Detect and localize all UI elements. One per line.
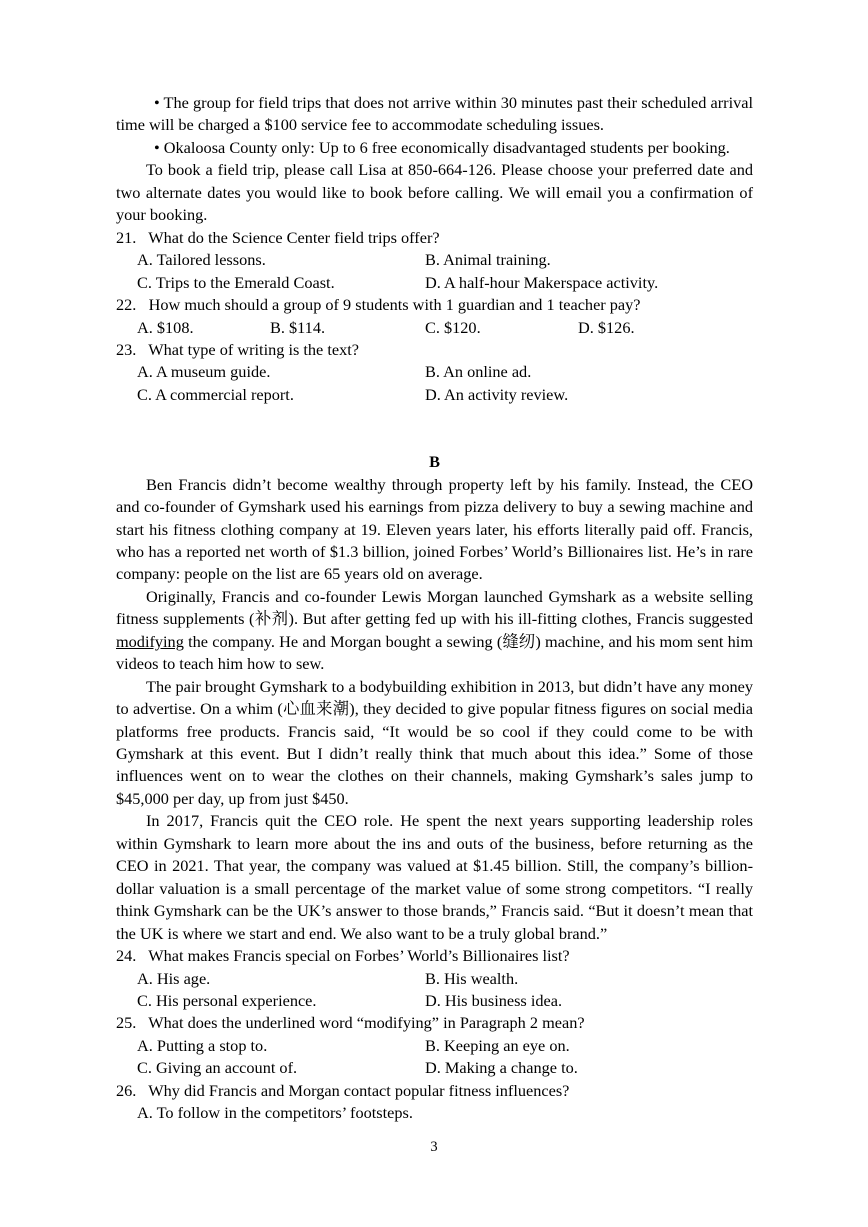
question-21-options-row-2 xyxy=(116,272,753,294)
underlined-word-modifying: modifying xyxy=(116,631,184,651)
passage-b-paragraph-3: The pair brought Gymshark to a bodybuilding exhibition in 2013, but didn’t have any money to advertise. On a whim (心血来潮), they decided to give popular fitness figures on social media platforms free products. Francis said, “It would be so cool if they could come to be with Gymshark at this event. But I didn’t really think that much about this idea.” Some of those influences went on to wear the clothes on their channels, making Gymshark’s sales jump to $45,000 per day, up from just $450. xyxy=(116,676,753,808)
question-25-text: What does the underlined word “modifying” in Paragraph 2 mean? xyxy=(148,1013,585,1033)
passage-b-heading: B xyxy=(429,452,440,472)
question-22-number: 22. xyxy=(116,295,137,315)
passage-a-bullet-2: • Okaloosa County only: Up to 6 free economically disadvantaged students per booking. xyxy=(154,137,730,157)
question-21-option-d[interactable]: D. A half-hour Makerspace activity. xyxy=(425,272,659,292)
question-23-option-c[interactable]: C. A commercial report. xyxy=(137,384,294,404)
passage-b-paragraph-2-part-2: the company. He and Morgan bought a sewing (缝纫) machine, and his mom sent him videos to teach him how to sew. xyxy=(116,631,753,674)
question-21-option-c[interactable]: C. Trips to the Emerald Coast. xyxy=(137,272,335,292)
question-22-text: How much should a group of 9 students with 1 guardian and 1 teacher pay? xyxy=(148,295,641,315)
passage-b-paragraph-1: Ben Francis didn’t become wealthy through property left by his family. Instead, the CEO and co-founder of Gymshark used his earnings from pizza delivery to buy a sewing machine and start his fitness clothing company at 19. Eleven years later, his efforts literally paid off. Francis, who has a reported net worth of $1.3 billion, joined Forbes’ World’s Billionaires list. He’s in rare company: people on the list are 65 years old on average. xyxy=(116,474,753,584)
passage-a-booking-paragraph: To book a field trip, please call Lisa at 850-664-126. Please choose your preferred date and two alternate dates you would like to book before calling. We will email you a confirmation of your booking. xyxy=(116,160,753,225)
question-23-options-row-2 xyxy=(116,384,753,406)
question-24-text: What makes Francis special on Forbes’ World’s Billionaires list? xyxy=(148,946,570,966)
question-24-option-c[interactable]: C. His personal experience. xyxy=(137,991,317,1010)
question-24-number: 24. xyxy=(116,946,137,966)
question-21-options-row-1 xyxy=(116,249,753,271)
question-22-option-c[interactable]: C. $120. xyxy=(425,317,481,337)
question-24-options-row-1 xyxy=(116,968,753,990)
question-25-option-b[interactable]: B. Keeping an eye on. xyxy=(425,1035,570,1055)
question-25-stem xyxy=(116,1012,753,1034)
question-25-option-c[interactable]: C. Giving an account of. xyxy=(137,1058,298,1078)
question-21-number: 21. xyxy=(116,227,137,247)
question-21-option-a[interactable]: A. Tailored lessons. xyxy=(137,250,266,270)
question-23-text: What type of writing is the text? xyxy=(148,339,359,359)
spacer-before-passage-b xyxy=(116,406,753,428)
question-22-options-row xyxy=(116,317,753,339)
question-26-text: Why did Francis and Morgan contact popular fitness influences? xyxy=(148,1080,570,1100)
question-25-number: 25. xyxy=(116,1013,137,1033)
passage-b-paragraph-2 xyxy=(116,586,753,676)
question-21-stem xyxy=(116,227,753,249)
question-22-option-a[interactable]: A. $108. xyxy=(137,317,194,337)
question-22-option-b[interactable]: B. $114. xyxy=(270,317,326,337)
question-24-option-b[interactable]: B. His wealth. xyxy=(425,968,519,988)
question-23-option-b[interactable]: B. An online ad. xyxy=(425,362,532,382)
question-23-number: 23. xyxy=(116,339,137,359)
question-21-option-b[interactable]: B. Animal training. xyxy=(425,250,551,270)
question-21-text: What do the Science Center field trips offer? xyxy=(148,227,440,247)
question-26-option-a[interactable]: A. To follow in the competitors’ footsteps. xyxy=(137,1103,413,1123)
question-23-option-a[interactable]: A. A museum guide. xyxy=(137,362,271,382)
question-24-stem xyxy=(116,945,753,967)
passage-a-bullet-1: • The group for field trips that does not arrive within 30 minutes past their scheduled arrival time will be charged a $100 service fee to accommodate scheduling issues. xyxy=(116,93,753,135)
page-number: 3 xyxy=(430,1139,438,1155)
question-22-stem xyxy=(116,294,753,316)
question-26-stem xyxy=(116,1080,753,1102)
passage-b-paragraph-2-part-1: Originally, Francis and co-founder Lewis Morgan launched Gymshark as a website selling fitness supplements (补剂). But after getting fed up with his ill-fitting clothes, Francis suggested xyxy=(116,586,753,629)
spacer-before-passage-b-2 xyxy=(116,429,753,451)
question-24-options-row-2 xyxy=(116,990,753,1012)
question-23-option-d[interactable]: D. An activity review. xyxy=(425,384,569,404)
question-22-option-d[interactable]: D. $126. xyxy=(578,317,635,337)
question-25-options-row-2 xyxy=(116,1057,753,1079)
question-23-stem xyxy=(116,339,753,361)
passage-b-paragraph-4: In 2017, Francis quit the CEO role. He spent the next years supporting leadership roles within Gymshark to learn more about the ins and outs of the business, before returning as the CEO in 2021. That year, the company was valued at $1.45 billion. Still, the company’s billion-dollar valuation is a small percentage of the market value of some strong competitors. “I really think Gymshark can be the UK’s answer to those brands,” Francis said. “But it doesn’t mean that the UK is where we start and end. We also want to be a truly global brand.” xyxy=(116,811,753,943)
question-25-options-row-1 xyxy=(116,1035,753,1057)
page-content xyxy=(116,92,753,1125)
question-24-option-d[interactable]: D. His business idea. xyxy=(425,991,563,1010)
question-23-options-row-1 xyxy=(116,361,753,383)
question-26-number: 26. xyxy=(116,1080,137,1100)
question-25-option-d[interactable]: D. Making a change to. xyxy=(425,1058,578,1078)
question-25-option-a[interactable]: A. Putting a stop to. xyxy=(137,1035,268,1055)
question-24-option-a[interactable]: A. His age. xyxy=(137,968,211,988)
